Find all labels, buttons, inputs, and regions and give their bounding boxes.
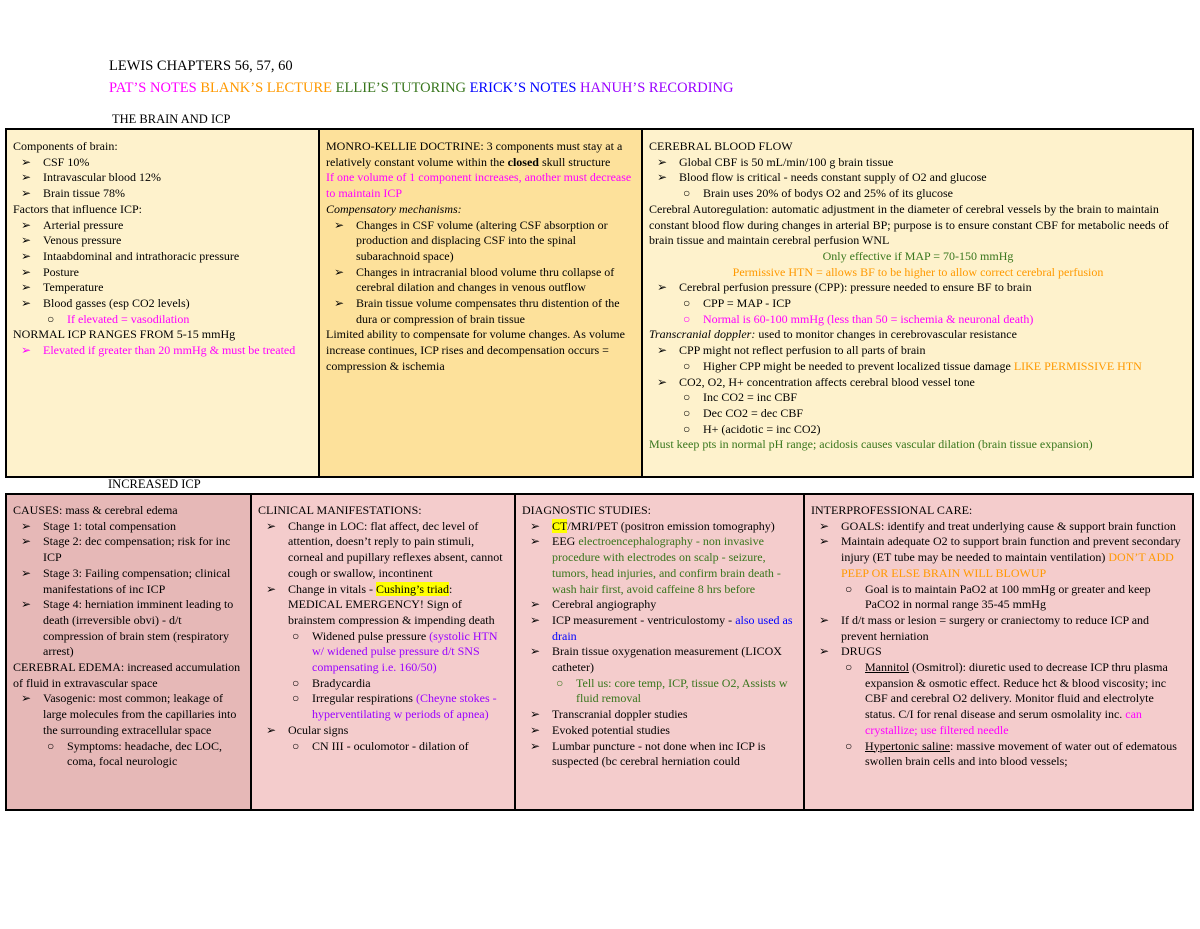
note-text: If elevated = vasodilation: [67, 311, 190, 326]
note-text: electroencephalography - non invasive procedure with electrodes on scalp - seizure, tumors, head injuries, and confirm brain death - wash hair first, avoid caffeine 8 hrs before: [552, 534, 784, 596]
note-text: Cerebral Autoregulation: automatic adjustment in the diameter of cerebral vessels by the brain to maintain constant blood flow during changes in arterial BP; purpose is to ensure constant CBF for metabolic needs of brain tissue and maintain cerebral perfusion WNL: [649, 201, 1172, 248]
arrow-bullet-icon: ➢: [334, 264, 345, 279]
bullet-item: [522, 676, 798, 707]
note-text: CO2, O2, H+ concentration affects cerebral blood vessel tone: [679, 374, 975, 389]
bullet-item: [13, 597, 245, 660]
arrow-bullet-icon: ➢: [819, 518, 830, 533]
note-text: Stage 1: total compensation: [43, 518, 176, 533]
circle-bullet-icon: ○: [683, 358, 691, 373]
bullet-item: [649, 155, 1187, 171]
circle-bullet-icon: ○: [47, 311, 55, 326]
note-text: DRUGS: [841, 644, 882, 659]
note-line: [649, 437, 1187, 453]
bullet-item: [649, 186, 1187, 202]
note-text: Dec CO2 = dec CBF: [703, 405, 804, 420]
arrow-bullet-icon: ➢: [530, 518, 541, 533]
arrow-bullet-icon: ➢: [530, 612, 541, 627]
bullet-item: [13, 739, 245, 770]
circle-bullet-icon: ○: [556, 675, 564, 690]
arrow-bullet-icon: ➢: [21, 170, 32, 185]
note-text: Inc CO2 = inc CBF: [703, 390, 798, 405]
note-text: Evoked potential studies: [552, 722, 670, 737]
bullet-item: [13, 296, 313, 312]
note-line: [649, 249, 1187, 265]
bullet-item: [811, 534, 1187, 581]
arrow-bullet-icon: ➢: [819, 534, 830, 549]
bullet-item: [811, 582, 1187, 613]
arrow-bullet-icon: ➢: [530, 644, 541, 659]
note-text: Vasogenic: most common; leakage of large molecules from the capillaries into the surrounding extracellular space: [43, 691, 240, 737]
note-text: CEREBRAL EDEMA: increased accumulation of fluid in extravascular space: [13, 660, 244, 690]
note-text: Higher CPP might be needed to prevent localized tissue damage: [703, 358, 1014, 373]
bullet-item: [13, 519, 245, 535]
bullet-item: [522, 534, 798, 597]
arrow-bullet-icon: ➢: [657, 280, 668, 295]
document-title: LEWIS CHAPTERS 56, 57, 60: [109, 58, 293, 74]
note-text: (Cheyne stokes - hyperventilating w periods of apnea): [312, 691, 500, 722]
note-text: Components of brain:: [13, 139, 118, 153]
note-text: Change in vitals -: [288, 581, 376, 596]
legend-hanuhs-recording: HANUH’S RECORDING: [580, 80, 734, 96]
bullet-item: [811, 739, 1187, 770]
bullet-item: [522, 644, 798, 675]
arrow-bullet-icon: ➢: [21, 154, 32, 169]
note-line: [13, 327, 313, 343]
circle-bullet-icon: ○: [683, 421, 691, 436]
bullet-item: [649, 390, 1187, 406]
note-text: Maintain adequate O2 to support brain function and prevent secondary injury (ET tube may be needed to maintain ventilation): [841, 534, 1184, 565]
arrow-bullet-icon: ➢: [266, 581, 277, 596]
circle-bullet-icon: ○: [292, 691, 300, 706]
bullet-item: [649, 280, 1187, 296]
bullet-item: [522, 613, 798, 644]
note-text: Only effective if MAP = 70-150 mmHg: [822, 248, 1014, 263]
note-text: Compensatory mechanisms:: [326, 201, 462, 216]
note-text: Stage 3: Failing compensation; clinical manifestations of inc ICP: [43, 565, 234, 596]
note-text: Brain tissue volume compensates thru distention of the dura or compression of brain tissue: [356, 296, 623, 326]
arrow-bullet-icon: ➢: [21, 296, 32, 311]
note-text: Intravascular blood 12%: [43, 170, 161, 185]
note-line: [326, 170, 636, 201]
note-line: [649, 139, 1187, 155]
note-text: Lumbar puncture - not done when inc ICP is suspected (bc cerebral herniation could: [552, 738, 769, 769]
note-text: Widened pulse pressure: [312, 628, 430, 643]
arrow-bullet-icon: ➢: [530, 722, 541, 737]
increased-icp-table: [5, 493, 1194, 811]
circle-bullet-icon: ○: [292, 675, 300, 690]
note-text: INTERPROFESSIONAL CARE:: [811, 503, 973, 517]
bullet-item: [649, 375, 1187, 391]
arrow-bullet-icon: ➢: [530, 707, 541, 722]
note-text: Transcranial doppler:: [649, 327, 756, 342]
bullet-item: [649, 296, 1187, 312]
arrow-bullet-icon: ➢: [266, 722, 277, 737]
note-text: If d/t mass or lesion = surgery or craniectomy to reduce ICP and prevent herniation: [841, 612, 1153, 643]
note-text: Limited ability to compensate for volume changes. As volume increase continues, ICP rises and decompensation occurs = compression & ischemia: [326, 327, 628, 373]
note-text: CN III - oculomotor - dilation of: [312, 738, 469, 753]
note-text: GOALS: identify and treat underlying cause & support brain function: [841, 518, 1176, 533]
bullet-item: [258, 582, 509, 629]
note-text: closed: [507, 154, 539, 169]
bullet-item: [258, 519, 509, 582]
note-text: Symptoms: headache, dec LOC, coma, focal neurologic: [67, 738, 225, 769]
note-text: also used as drain: [552, 612, 796, 643]
bullet-item: [13, 343, 313, 359]
note-text: skull structure: [538, 154, 611, 169]
note-text: Cerebral perfusion pressure (CPP): pressure needed to ensure BF to brain: [679, 280, 1032, 295]
source-legend: [109, 80, 734, 97]
note-text: Arterial pressure: [43, 217, 124, 232]
note-text: (systolic HTN w/ widened pulse pressure d/t SNS compensating i.e. 160/50): [312, 628, 501, 675]
arrow-bullet-icon: ➢: [819, 612, 830, 627]
note-text: Change in LOC: flat affect, dec level of attention, doesn’t reply to pain stimuli, corneal and pupillary reflexes absent, cannot cough or swallow, incontinent: [288, 518, 506, 580]
bullet-item: [258, 723, 509, 739]
interprofessional-care-cell: [804, 494, 1193, 810]
arrow-bullet-icon: ➢: [530, 738, 541, 753]
legend-ellies-tutoring: ELLIE’S TUTORING: [335, 80, 467, 96]
cerebral-blood-flow-cell: [642, 129, 1193, 477]
note-text: (Osmitrol): diuretic used to decrease ICP thru plasma expansion & osmotic effect. Reduce hct & blood viscosity; inc CBF and cerebral O2 delivery. Monitor fluid and electrolyte status. C/I for renal disease and serum osmolality inc.: [865, 660, 1171, 722]
bullet-item: [13, 218, 313, 234]
note-text: can crystallize; use filtered needle: [865, 707, 1145, 737]
note-text: Changes in CSF volume (altering CSF absorption or production and displacing CSF into the spinal subarachnoid space): [356, 217, 611, 263]
note-text: ICP measurement - ventriculostomy -: [552, 612, 736, 627]
bullet-item: [649, 359, 1187, 375]
bullet-item: [13, 265, 313, 281]
note-text: Transcranial doppler studies: [552, 707, 688, 722]
note-text: Temperature: [43, 280, 104, 295]
bullet-item: [13, 170, 313, 186]
note-text: used to monitor changes in cerebrovascular resistance: [755, 327, 1017, 342]
note-text: CAUSES: mass & cerebral edema: [13, 503, 178, 517]
note-text: CPP might not reflect perfusion to all parts of brain: [679, 343, 926, 358]
note-text: CSF 10%: [43, 154, 90, 169]
clinical-manifestations-cell: [251, 494, 515, 810]
bullet-item: [13, 534, 245, 565]
arrow-bullet-icon: ➢: [819, 644, 830, 659]
circle-bullet-icon: ○: [683, 405, 691, 420]
bullet-item: [13, 312, 313, 328]
causes-cell: [6, 494, 251, 810]
arrow-bullet-icon: ➢: [657, 343, 668, 358]
section-label-increased-icp: INCREASED ICP: [108, 477, 201, 491]
bullet-item: [522, 739, 798, 770]
note-text: NORMAL ICP RANGES FROM 5-15 mmHg: [13, 327, 236, 342]
note-line: [13, 139, 313, 155]
arrow-bullet-icon: ➢: [21, 248, 32, 263]
note-text: MONRO-KELLIE DOCTRINE: 3 components must stay at a relatively constant volume within the: [326, 139, 626, 169]
note-text: Stage 2: dec compensation; risk for inc ICP: [43, 534, 234, 565]
bullet-item: [649, 406, 1187, 422]
bullet-item: [811, 644, 1187, 660]
arrow-bullet-icon: ➢: [657, 154, 668, 169]
note-text: /MRI/PET (positron emission tomography): [567, 518, 775, 533]
circle-bullet-icon: ○: [683, 311, 691, 326]
note-line: [13, 202, 313, 218]
note-text: Factors that influence ICP:: [13, 201, 142, 216]
note-text: Blood flow is critical - needs constant supply of O2 and glucose: [679, 170, 987, 185]
bullet-item: [13, 280, 313, 296]
note-text: Intaabdominal and intrathoracic pressure: [43, 248, 240, 263]
bullet-item: [649, 422, 1187, 438]
arrow-bullet-icon: ➢: [657, 170, 668, 185]
arrow-bullet-icon: ➢: [334, 296, 345, 311]
bullet-item: [13, 691, 245, 738]
bullet-item: [258, 691, 509, 722]
note-text: : MEDICAL EMERGENCY! Sign of brainstem compression & impending death: [288, 581, 495, 627]
bullet-item: [13, 233, 313, 249]
section-label-brain-icp: THE BRAIN AND ICP: [112, 112, 231, 126]
note-text: Irregular respirations: [312, 691, 416, 706]
arrow-bullet-icon: ➢: [21, 518, 32, 533]
bullet-item: [13, 249, 313, 265]
bullet-item: [258, 629, 509, 676]
note-line: [326, 202, 636, 218]
note-line: [649, 265, 1187, 281]
bullet-item: [649, 170, 1187, 186]
bullet-item: [522, 707, 798, 723]
circle-bullet-icon: ○: [292, 628, 300, 643]
circle-bullet-icon: ○: [845, 738, 853, 753]
circle-bullet-icon: ○: [683, 186, 691, 201]
bullet-item: [522, 723, 798, 739]
note-text: CEREBRAL BLOOD FLOW: [649, 139, 793, 153]
note-text: Brain uses 20% of bodys O2 and 25% of its glucose: [703, 186, 953, 201]
note-line: [649, 202, 1187, 249]
arrow-bullet-icon: ➢: [21, 186, 32, 201]
circle-bullet-icon: ○: [845, 660, 853, 675]
note-text: Venous pressure: [43, 233, 122, 248]
note-text: Cerebral angiography: [552, 597, 657, 612]
note-line: [326, 327, 636, 374]
arrow-bullet-icon: ➢: [266, 518, 277, 533]
bullet-item: [649, 312, 1187, 328]
note-text: DON’T ADD PEEP OR ELSE BRAIN WILL BLOWUP: [841, 550, 1177, 580]
note-text: CT: [552, 518, 568, 533]
bullet-item: [326, 218, 636, 265]
note-text: Brain tissue oxygenation measurement (LICOX catheter): [552, 644, 785, 675]
note-text: Mannitol: [865, 660, 909, 675]
note-text: LIKE PERMISSIVE HTN: [1013, 358, 1142, 373]
bullet-item: [13, 186, 313, 202]
note-line: [13, 660, 245, 691]
bullet-item: [258, 739, 509, 755]
arrow-bullet-icon: ➢: [21, 691, 32, 706]
brain-icp-table: [5, 128, 1194, 478]
note-text: Stage 4: herniation imminent leading to death (irreversible obvi) - d/t compression of brain stem (respiratory arrest): [43, 597, 237, 659]
bullet-item: [13, 155, 313, 171]
legend-blanks-lecture: BLANK’S LECTURE: [200, 80, 333, 96]
note-text: Bradycardia: [312, 675, 371, 690]
circle-bullet-icon: ○: [845, 581, 853, 596]
note-text: Brain tissue 78%: [43, 186, 125, 201]
note-line: [326, 139, 636, 170]
bullet-item: [522, 597, 798, 613]
legend-ericks-notes: ERICK’S NOTES: [469, 80, 577, 96]
bullet-item: [522, 519, 798, 535]
arrow-bullet-icon: ➢: [530, 597, 541, 612]
note-text: Blood gasses (esp CO2 levels): [43, 296, 190, 311]
arrow-bullet-icon: ➢: [530, 534, 541, 549]
note-text: CLINICAL MANIFESTATIONS:: [258, 503, 422, 517]
note-text: Permissive HTN = allows BF to be higher to allow correct cerebral perfusion: [732, 264, 1104, 279]
note-text: EEG: [552, 534, 579, 549]
arrow-bullet-icon: ➢: [657, 374, 668, 389]
circle-bullet-icon: ○: [683, 296, 691, 311]
legend-pats-notes: PAT’S NOTES: [109, 80, 197, 96]
diagnostic-studies-cell: [515, 494, 804, 810]
arrow-bullet-icon: ➢: [21, 264, 32, 279]
note-text: Changes in intracranial blood volume thru collapse of cerebral dilation and changes in venous outflow: [356, 264, 618, 295]
note-text: Normal is 60-100 mmHg (less than 50 = ischemia & neuronal death): [703, 311, 1034, 326]
circle-bullet-icon: ○: [683, 390, 691, 405]
note-text: If one volume of 1 component increases, another must decrease to maintain ICP: [326, 170, 635, 201]
bullet-item: [326, 296, 636, 327]
bullet-item: [649, 343, 1187, 359]
bullet-item: [326, 265, 636, 296]
note-line: [649, 327, 1187, 343]
bullet-item: [13, 566, 245, 597]
note-text: Elevated if greater than 20 mmHg & must be treated: [43, 343, 296, 358]
note-text: Ocular signs: [288, 722, 349, 737]
note-text: Global CBF is 50 mL/min/100 g brain tissue: [679, 154, 894, 169]
bullet-item: [811, 519, 1187, 535]
note-text: Hypertonic saline: [865, 738, 950, 753]
arrow-bullet-icon: ➢: [21, 217, 32, 232]
note-line: [811, 503, 1187, 519]
note-text: H+ (acidotic = inc CO2): [703, 421, 821, 436]
circle-bullet-icon: ○: [292, 738, 300, 753]
note-line: [13, 503, 245, 519]
arrow-bullet-icon: ➢: [21, 597, 32, 612]
brain-components-cell: [6, 129, 319, 477]
note-text: DIAGNOSTIC STUDIES:: [522, 503, 651, 517]
bullet-item: [811, 660, 1187, 739]
note-line: [258, 503, 509, 519]
note-text: Goal is to maintain PaO2 at 100 mmHg or greater and keep PaCO2 in normal range 35-45 mmHg: [865, 581, 1154, 612]
note-text: : massive movement of water out of edematous swollen brain cells and into blood vessels;: [865, 738, 1180, 769]
note-text: CPP = MAP - ICP: [703, 296, 791, 311]
bullet-item: [258, 676, 509, 692]
arrow-bullet-icon: ➢: [334, 217, 345, 232]
note-text: Must keep pts in normal pH range; acidosis causes vascular dilation (brain tissue expansion): [649, 437, 1093, 452]
note-text: Cushing’s triad: [375, 581, 449, 596]
arrow-bullet-icon: ➢: [21, 534, 32, 549]
arrow-bullet-icon: ➢: [21, 565, 32, 580]
arrow-bullet-icon: ➢: [21, 280, 32, 295]
monro-kellie-cell: [319, 129, 642, 477]
arrow-bullet-icon: ➢: [21, 233, 32, 248]
arrow-bullet-icon: ➢: [21, 343, 32, 358]
bullet-item: [811, 613, 1187, 644]
note-line: [522, 503, 798, 519]
note-text: Tell us: core temp, ICP, tissue O2, Assists w fluid removal: [576, 675, 791, 706]
note-text: Posture: [43, 264, 79, 279]
circle-bullet-icon: ○: [47, 738, 55, 753]
